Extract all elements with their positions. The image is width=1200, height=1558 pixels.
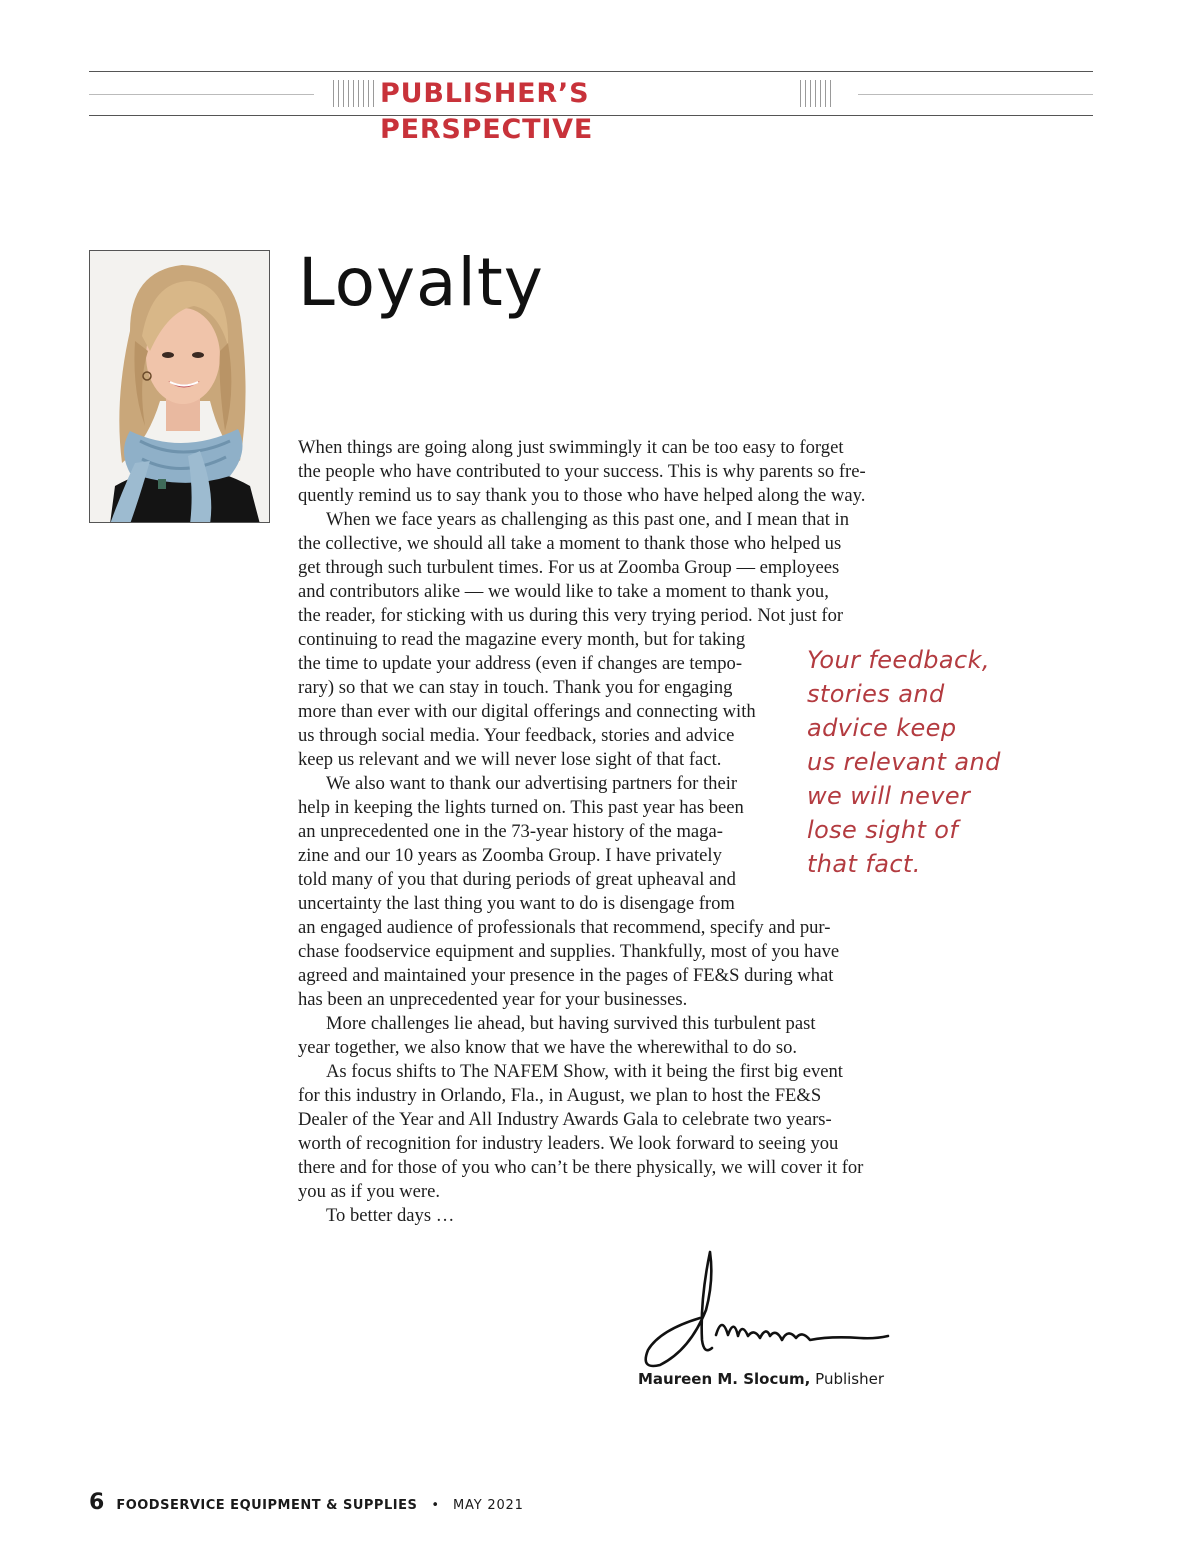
header-bars-right xyxy=(800,80,831,107)
body-line: us through social media. Your feedback, stories and advice xyxy=(298,725,735,746)
body-line: uncertainty the last thing you want to do is disengage from xyxy=(298,893,735,914)
pull-quote-line: stories and xyxy=(807,680,945,708)
body-line: year together, we also know that we have the wherewithal to do so. xyxy=(298,1037,798,1058)
pull-quote-line: that fact. xyxy=(807,850,921,878)
body-line: When things are going along just swimmingly it can be too easy to forget xyxy=(298,437,844,458)
author-signoff xyxy=(638,1370,898,1388)
body-line: for this industry in Orlando, Fla., in August, we plan to host the FE&S xyxy=(298,1085,822,1106)
article-body xyxy=(298,436,888,1228)
body-line: help in keeping the lights turned on. This past year has been xyxy=(298,797,744,818)
body-line: told many of you that during periods of great upheaval and xyxy=(298,869,736,890)
pull-quote-line: we will never xyxy=(807,782,971,810)
body-line: rary) so that we can stay in touch. Thank you for engaging xyxy=(298,677,733,698)
pull-quote-line: lose sight of xyxy=(807,816,959,844)
pull-quote-line: Your feedback, xyxy=(807,646,990,674)
issue-date: MAY 2021 xyxy=(453,1498,524,1513)
author-name: Maureen M. Slocum, xyxy=(638,1370,811,1388)
body-line: We also want to thank our advertising partners for their xyxy=(326,773,738,794)
page-number: 6 xyxy=(89,1490,105,1515)
body-line: More challenges lie ahead, but having survived this turbulent past xyxy=(326,1013,816,1034)
body-line: the people who have contributed to your success. This is why parents so fre- xyxy=(298,461,866,482)
header-thin-rule-right xyxy=(858,94,1093,95)
body-line: When we face years as challenging as this past one, and I mean that in xyxy=(326,509,850,530)
body-line: worth of recognition for industry leaders. We look forward to seeing you xyxy=(298,1133,839,1154)
body-line: continuing to read the magazine every month, but for taking xyxy=(298,629,746,650)
body-line: the collective, we should all take a moment to thank those who helped us xyxy=(298,533,842,554)
body-line: As focus shifts to The NAFEM Show, with it being the first big event xyxy=(326,1061,843,1082)
header-rule-top xyxy=(89,71,1093,72)
section-title: PUBLISHER’S PERSPECTIVE xyxy=(380,78,594,145)
pull-quote-line: us relevant and xyxy=(807,748,1001,776)
footer-separator: • xyxy=(431,1498,440,1513)
body-line: get through such turbulent times. For us at Zoomba Group — employees xyxy=(298,557,840,578)
body-line: an engaged audience of professionals that recommend, specify and pur- xyxy=(298,917,831,938)
page-footer xyxy=(89,1490,524,1518)
magazine-name: FOODSERVICE EQUIPMENT & SUPPLIES xyxy=(116,1498,418,1513)
body-line: To better days … xyxy=(326,1205,455,1226)
header-thin-rule-left xyxy=(89,94,314,95)
body-line: zine and our 10 years as Zoomba Group. I have privately xyxy=(298,845,722,866)
author-portrait xyxy=(89,250,270,523)
body-line: agreed and maintained your presence in the pages of FE&S during what xyxy=(298,965,834,986)
header-bars-left xyxy=(333,80,374,107)
body-line: the time to update your address (even if changes are tempo- xyxy=(298,653,743,674)
handwritten-signature xyxy=(630,1240,900,1370)
pull-quote xyxy=(807,643,1037,881)
body-line: the reader, for sticking with us during this very trying period. Not just for xyxy=(298,605,844,626)
body-line: and contributors alike — we would like to take a moment to thank you, xyxy=(298,581,829,602)
author-title: Publisher xyxy=(815,1370,885,1388)
body-line: chase foodservice equipment and supplies. Thankfully, most of you have xyxy=(298,941,840,962)
body-line: quently remind us to say thank you to those who have helped along the way. xyxy=(298,485,866,506)
body-line: you as if you were. xyxy=(298,1181,440,1202)
headline: Loyalty xyxy=(298,244,544,321)
body-line: more than ever with our digital offerings and connecting with xyxy=(298,701,756,722)
pull-quote-line: advice keep xyxy=(807,714,957,742)
body-line: an unprecedented one in the 73-year history of the maga- xyxy=(298,821,723,842)
header-rule-bottom xyxy=(89,115,1093,116)
body-line: keep us relevant and we will never lose sight of that fact. xyxy=(298,749,722,770)
body-line: has been an unprecedented year for your businesses. xyxy=(298,989,688,1010)
body-line: there and for those of you who can’t be there physically, we will cover it for xyxy=(298,1157,864,1178)
body-line: Dealer of the Year and All Industry Awards Gala to celebrate two years- xyxy=(298,1109,832,1130)
